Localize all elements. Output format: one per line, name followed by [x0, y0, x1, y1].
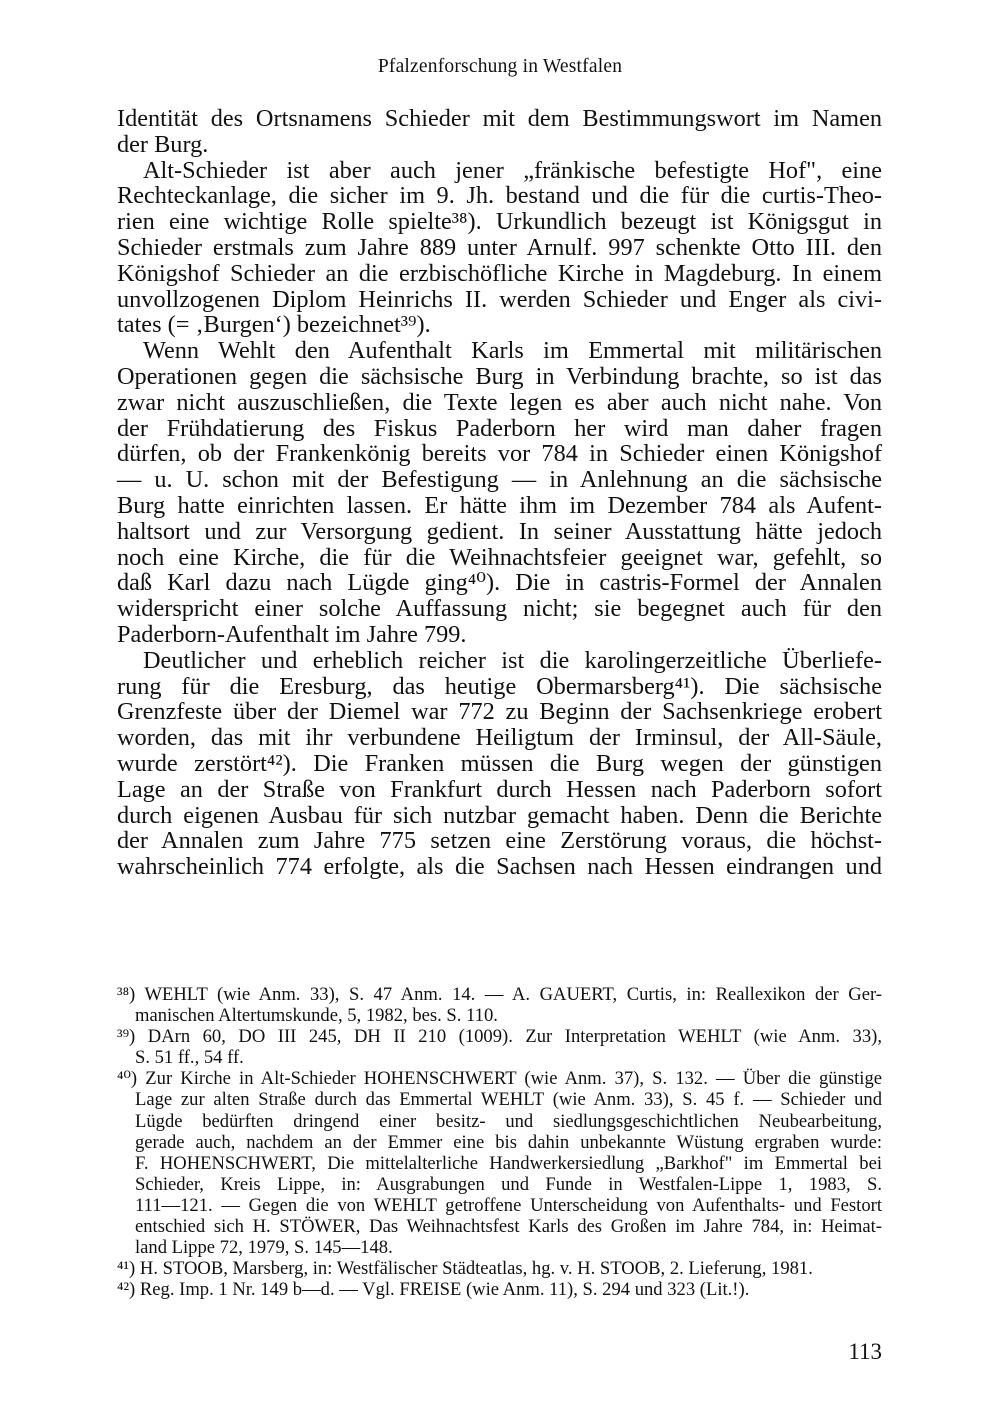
body-line: Burg hatte einrichten lassen. Er hätte ihm im Dezember 784 als Aufent- [117, 491, 882, 519]
footnote-line: land Lippe 72, 1979, S. 145—148. [135, 1237, 393, 1259]
body-line: der Frühdatierung des Fiskus Paderborn her wird man daher fragen [117, 414, 882, 442]
footnotes [117, 984, 882, 1300]
body-line: Lage an der Straße von Frankfurt durch Hessen nach Paderborn sofort [117, 775, 882, 803]
footnote-line: manischen Altertumskunde, 5, 1982, bes. S. 110. [135, 1005, 498, 1027]
footnote-line: 111—121. — Gegen die von WEHLT getroffene Unterscheidung von Aufenthalts- und Festort [135, 1194, 882, 1216]
body-line: Königshof Schieder an die erzbischöfliche Kirche in Magdeburg. In einem [117, 259, 882, 287]
body-line: widerspricht einer solche Auffassung nicht; sie begegnet auch für den [117, 595, 882, 623]
body-line: Identität des Ortsnamens Schieder mit dem Bestimmungswort im Namen [117, 105, 882, 132]
body-text [117, 106, 882, 880]
body-line: rien eine wichtige Rolle spielte³⁸). Urkundlich bezeugt ist Königsgut in [117, 208, 882, 236]
body-line: der Annalen zum Jahre 775 setzen eine Zerstörung voraus, die höchst- [117, 827, 882, 855]
footnote-line: ⁴²) Reg. Imp. 1 Nr. 149 b—d. — Vgl. FREISE (wie Anm. 11), S. 294 und 323 (Lit.!). [117, 1279, 750, 1301]
body-line: — u. U. schon mit der Befestigung — in Anlehnung an die sächsische [117, 466, 882, 494]
body-line: Schieder erstmals zum Jahre 889 unter Arnulf. 997 schenkte Otto III. den [117, 233, 882, 261]
body-line: der Burg. [117, 130, 209, 158]
footnote-line: Lage zur alten Straße durch das Emmertal WEHLT (wie Anm. 33), S. 45 f. — Schieder und [135, 1089, 882, 1111]
body-line: wurde zerstört⁴²). Die Franken müssen die Burg wegen der günstigen [117, 749, 882, 777]
body-line: wahrscheinlich 774 erfolgte, als die Sachsen nach Hessen eindrangen und [117, 853, 882, 881]
body-line: dürfen, ob der Frankenkönig bereits vor 784 in Schieder einen Königshof [117, 440, 882, 468]
body-line: Paderborn-Aufenthalt im Jahre 799. [117, 620, 467, 648]
page-number: 113 [848, 1339, 882, 1364]
body-line: Rechteckanlage, die sicher im 9. Jh. bestand und die für die curtis-Theo- [117, 182, 882, 210]
body-line: noch eine Kirche, die für die Weihnachtsfeier geeignet war, gefehlt, so [117, 543, 882, 571]
body-line: durch eigenen Ausbau für sich nutzbar gemacht haben. Denn die Berichte [117, 801, 882, 829]
body-line: tates (= ‚Burgen‘) bezeichnet³⁹). [117, 311, 431, 339]
footnote-line: ³⁸) WEHLT (wie Anm. 33), S. 47 Anm. 14. — A. GAUERT, Curtis, in: Reallexikon der Ger- [117, 984, 882, 1005]
body-line: Grenzfeste über der Diemel war 772 zu Beginn der Sachsenkriege erobert [117, 698, 882, 726]
body-line: zwar nicht auszuschließen, die Texte legen es aber auch nicht nahe. Von [117, 388, 882, 416]
footnote-line: Lügde bedürften dringend einer besitz- und siedlungsgeschichtlichen Neubearbeitung, [135, 1110, 882, 1132]
footnote-line: Schieder, Kreis Lippe, in: Ausgrabungen und Funde in Westfalen-Lippe 1, 1983, S. [135, 1173, 882, 1195]
body-line: worden, das mit ihr verbundene Heiligtum der Irminsul, der All-Säule, [117, 724, 882, 752]
body-line: Deutlicher und erheblich reicher ist die karolingerzeitliche Überliefe- [143, 646, 882, 674]
body-line: unvollzogenen Diplom Heinrichs II. werden Schieder und Enger als civi- [117, 285, 882, 313]
body-line: Alt-Schieder ist aber auch jener „fränkische befestigte Hof", eine [143, 156, 882, 184]
running-header: Pfalzenforschung in Westfalen [377, 56, 623, 77]
body-line: Operationen gegen die sächsische Burg in Verbindung brachte, so ist das [117, 362, 882, 390]
body-line: Wenn Wehlt den Aufenthalt Karls im Emmertal mit militärischen [143, 337, 882, 365]
footnote-line: F. HOHENSCHWERT, Die mittelalterliche Handwerkersiedlung „Barkhof" im Emmertal bei [135, 1152, 882, 1174]
body-line: rung für die Eresburg, das heutige Obermarsberg⁴¹). Die sächsische [117, 672, 882, 700]
footnote-line: entschied sich H. STÖWER, Das Weihnachtsfest Karls des Großen im Jahre 784, in: Heimat- [135, 1216, 882, 1238]
body-line: daß Karl dazu nach Lügde ging⁴⁰). Die in castris-Formel der Annalen [117, 569, 882, 597]
footnote-line: ⁴¹) H. STOOB, Marsberg, in: Westfälischer Städteatlas, hg. v. H. STOOB, 2. Lieferung, 1981. [117, 1258, 813, 1280]
footnote-line: S. 51 ff., 54 ff. [135, 1047, 244, 1069]
footnote-line: gerade auch, nachdem an der Emmer eine bis dahin unbekannte Wüstung ergraben wurde: [135, 1131, 882, 1153]
body-line: haltsort und zur Versorgung gedient. In seiner Ausstattung hätte jedoch [117, 517, 882, 545]
footnote-line: ⁴⁰) Zur Kirche in Alt-Schieder HOHENSCHWERT (wie Anm. 37), S. 132. — Über die günstige [117, 1068, 882, 1090]
footnote-line: ³⁹) DArn 60, DO III 245, DH II 210 (1009). Zur Interpretation WEHLT (wie Anm. 33), [117, 1026, 882, 1048]
